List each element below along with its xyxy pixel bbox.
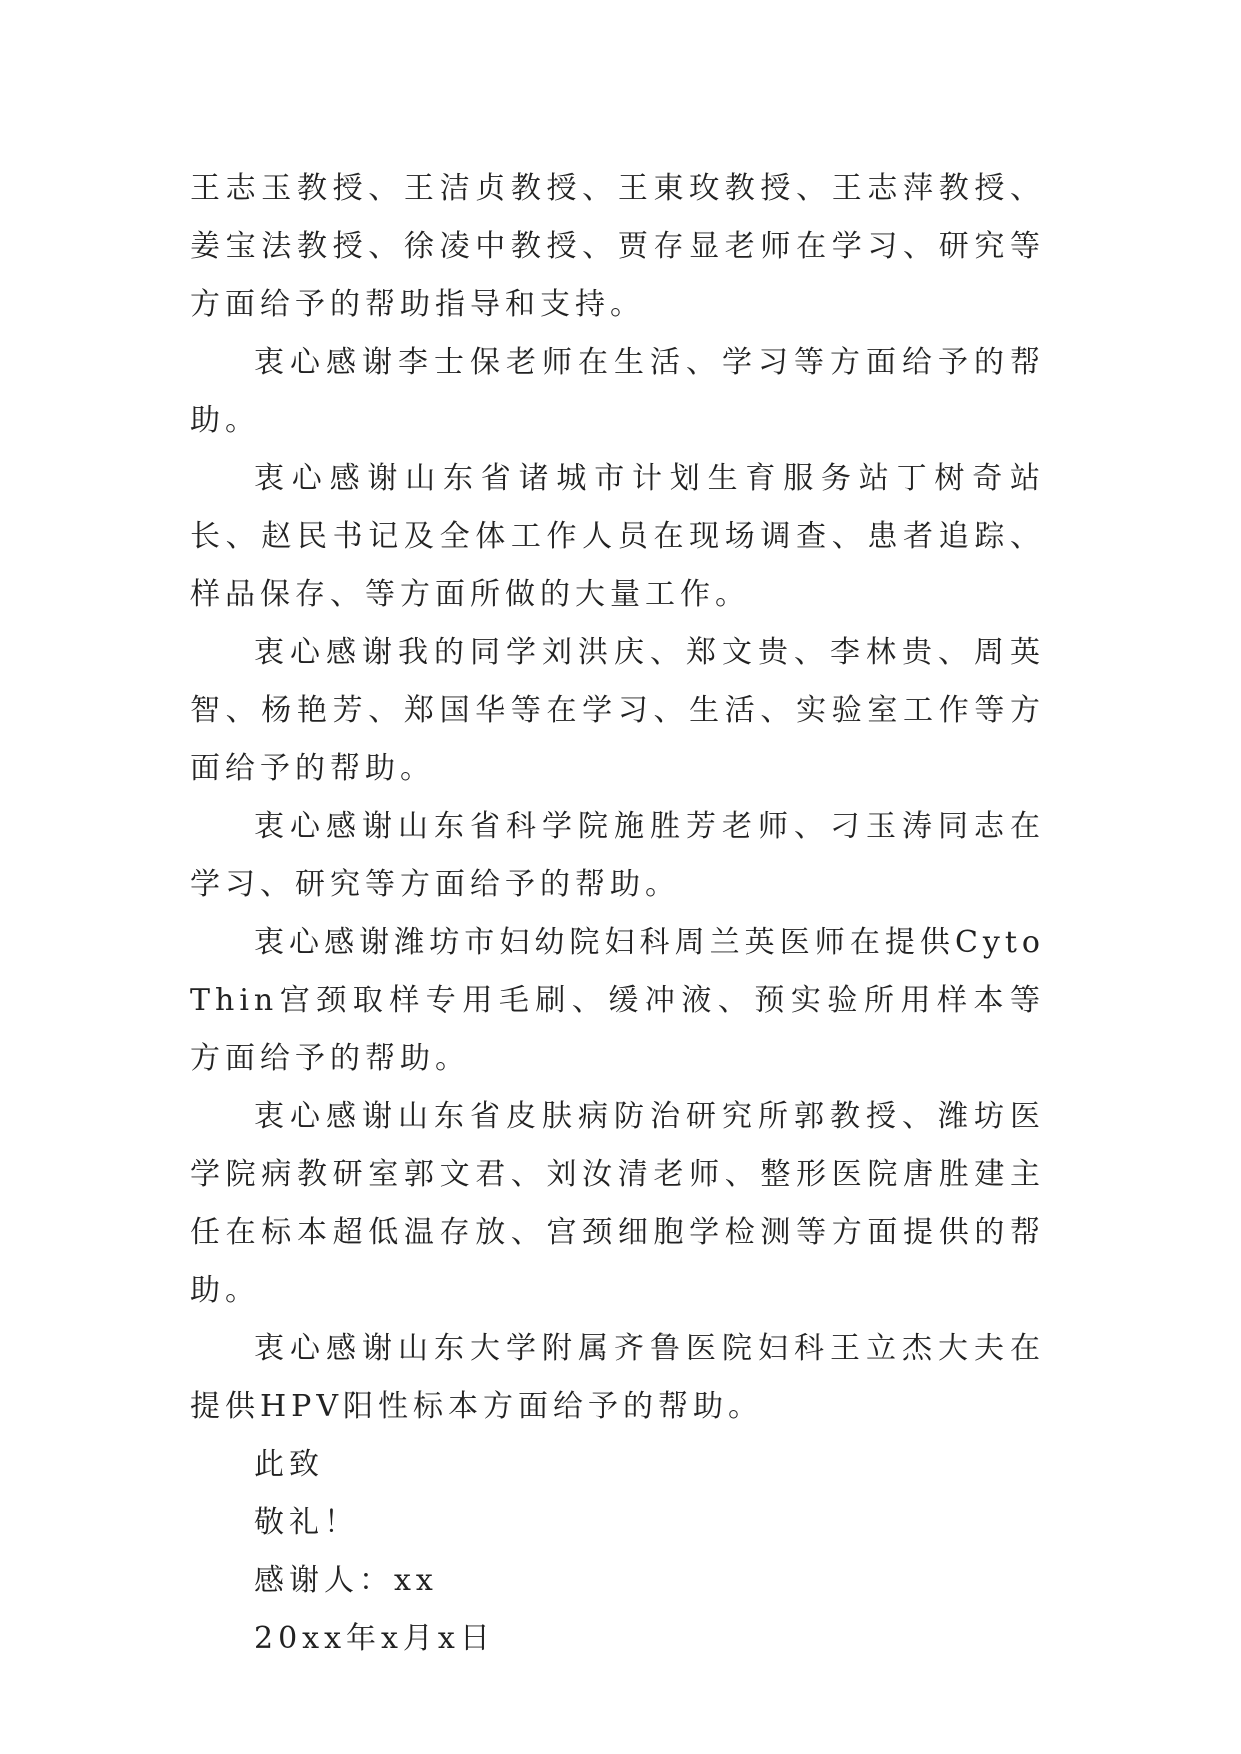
paragraph-thanks-weifang-hospital: 衷心感谢潍坊市妇幼院妇科周兰英医师在提供CytoThin宫颈取样专用毛刷、缓冲液、预实验所用样本等方面给予的帮助。 [190, 925, 1045, 1076]
document-page [190, 160, 1045, 1668]
paragraph-thanks-dermatology: 衷心感谢山东省皮肤病防治研究所郭教授、潍坊医学院病教研室郭文君、刘汝清老师、整形医院唐胜建主任在标本超低温存放、宫颈细胞学检测等方面提供的帮助。 [190, 1099, 1045, 1308]
paragraph-thanks-li: 衷心感谢李士保老师在生活、学习等方面给予的帮助。 [190, 345, 1045, 438]
paragraph-thanks-classmates: 衷心感谢我的同学刘洪庆、郑文贵、李林贵、周英智、杨艳芳、郑国华等在学习、生活、实验室工作等方面给予的帮助。 [190, 635, 1045, 786]
date-line: 20xx年x月x日 [254, 1621, 495, 1656]
signature-line: 感谢人：xx [254, 1563, 438, 1598]
paragraph-thanks-academy: 衷心感谢山东省科学院施胜芳老师、刁玉涛同志在学习、研究等方面给予的帮助。 [190, 809, 1045, 902]
salutation-line-1: 此致 [254, 1447, 324, 1482]
paragraph-professors: 王志玉教授、王洁贞教授、王東玫教授、王志萍教授、姜宝法教授、徐凌中教授、贾存显老师在学习、研究等方面给予的帮助指导和支持。 [190, 171, 1045, 322]
salutation-line-2: 敬礼！ [254, 1505, 359, 1540]
paragraph-thanks-qilu: 衷心感谢山东大学附属齐鲁医院妇科王立杰大夫在提供HPV阳性标本方面给予的帮助。 [190, 1331, 1045, 1424]
paragraph-thanks-zhucheng: 衷心感谢山东省诸城市计划生育服务站丁树奇站长、赵民书记及全体工作人员在现场调查、患者追踪、样品保存、等方面所做的大量工作。 [190, 461, 1045, 612]
